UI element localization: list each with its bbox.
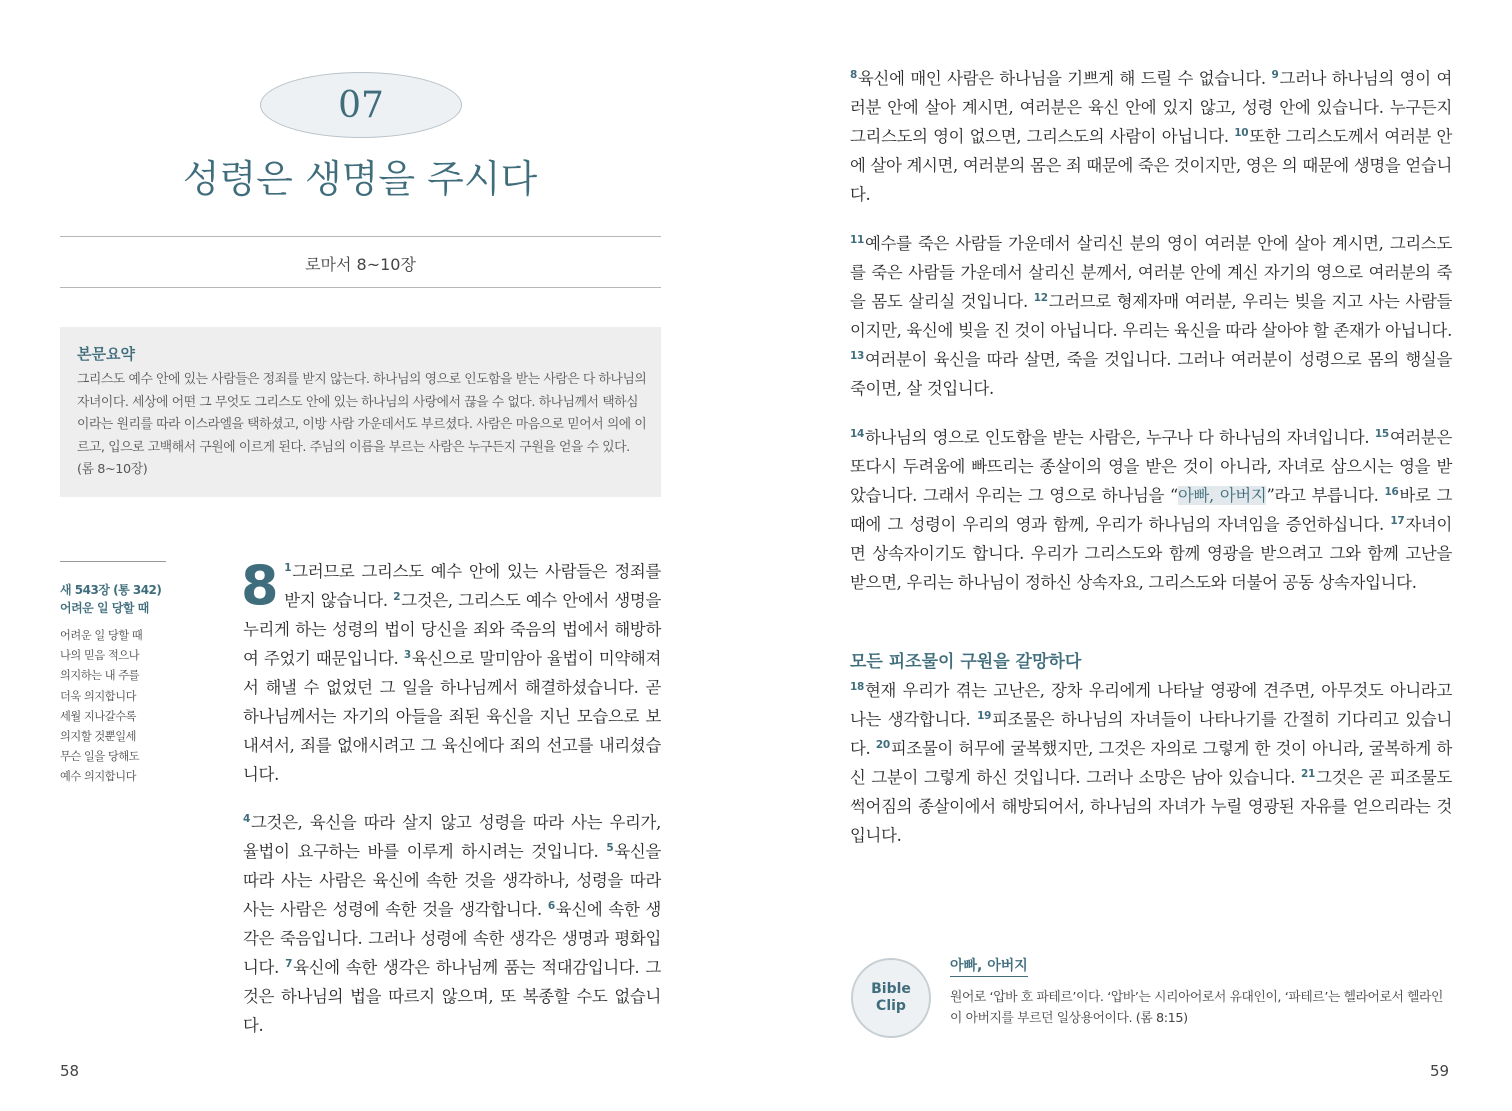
verse-number: 20 xyxy=(875,738,890,751)
hymn-number: 새 543장 (통 342) xyxy=(60,583,162,597)
verse-text: 여러분이 육신을 따라 살면, 죽을 것입니다. 그러나 여러분이 성령으로 몸의 행실을 죽이면, 살 것입니다. xyxy=(850,350,1452,398)
hymn-title: 어려운 일 당할 때 xyxy=(60,601,149,615)
verse-text: 그것은, 그리스도 예수 안에서 생명을 누리게 하는 성령의 법이 당신을 죄와 죽음의 법에서 해방하여 주었기 때문입니다. xyxy=(243,591,661,668)
verse-text: 피조물은 하나님의 자녀들이 나타나기를 간절히 기다리고 있습니다. xyxy=(850,710,1452,758)
chapter-title: 성령은 생명을 주시다 xyxy=(182,157,538,201)
scripture-paragraph xyxy=(850,229,1452,403)
verse-number: 19 xyxy=(977,709,992,722)
verse-number: 1 xyxy=(284,561,292,574)
bible-clip-badge-line: Bible xyxy=(871,981,911,997)
hymn-lyrics xyxy=(60,626,170,788)
verse-number: 8 xyxy=(850,68,858,81)
verse-number: 18 xyxy=(850,680,865,693)
chapter-number: 07 xyxy=(338,84,384,126)
verse-text: ”라고 부릅니다. xyxy=(1266,486,1385,505)
divider-top xyxy=(60,236,661,237)
hymn-heading xyxy=(60,581,170,617)
bible-clip-text: 원어로 ‘압바 호 파테르’이다. ‘압바’는 시리아어로서 유대인이, ‘파테르’는 헬라어로서 헬라인이 아버지를 부르던 일상용어이다. (롬 8:15) xyxy=(950,990,1443,1026)
bible-clip-badge-line: Clip xyxy=(876,998,906,1014)
lyric-line: 예수 의지합니다 xyxy=(60,770,137,784)
verse-number: 9 xyxy=(1271,68,1279,81)
verse-text: 하나님의 영으로 인도함을 받는 사람은, 누구나 다 하나님의 자녀입니다. xyxy=(865,428,1375,447)
chapter-drop-number: 8 xyxy=(241,554,279,617)
verse-number: 14 xyxy=(850,427,865,440)
verse-number: 7 xyxy=(285,957,293,970)
verse-number: 2 xyxy=(393,590,401,603)
verse-number: 12 xyxy=(1033,291,1048,304)
verse-number: 15 xyxy=(1374,427,1389,440)
verse-text: 또한 그리스도께서 여러분 안에 살아 계시면, 여러분의 몸은 죄 때문에 죽은 것이지만, 영은 의 때문에 생명을 얻습니다. xyxy=(850,127,1452,204)
verse-number: 17 xyxy=(1390,514,1405,527)
verse-text: 육신을 따라 사는 사람은 육신에 속한 것을 생각하나, 성령을 따라 사는 사람은 성령에 속한 것을 생각합니다. xyxy=(243,842,661,919)
divider-bottom xyxy=(60,287,661,288)
right-page xyxy=(756,0,1512,1111)
verse-text: 바로 그 때에 그 성령이 우리의 영과 함께, 우리가 하나님의 자녀임을 증언하십니다. xyxy=(850,486,1452,534)
verse-number: 4 xyxy=(243,812,251,825)
verse-text: 육신으로 말미암아 율법이 미약해져서 해낼 수 없었던 그 일을 하나님께서 해결하셨습니다. 곧 하나님께서는 자기의 아들을 죄된 육신을 지닌 모습으로 보내셔서, 죄를 없애시려고 그 육신에다 죄의 선고를 내리셨습니다. xyxy=(243,649,661,784)
summary-text: 그리스도 예수 안에 있는 사람들은 정죄를 받지 않는다. 하나님의 영으로 인도함을 받는 사람은 다 하나님의 자녀이다. 세상에 어떤 그 무엇도 그리스도 안에 있는 하나님의 사랑에서 끊을 수 없다. 하나님께서 택하심이라는 원리를 따라 이스라엘을 택하셨고, 이방 사람 가운데서도 부르셨다. 사람은 마음으로 믿어서 의에 이르고, 입으로 고백해서 구원에 이르게 된다. 주님의 이름을 부르는 사람은 누구든지 구원을 얻을 수 있다. (롬 8~10장) xyxy=(77,372,647,477)
verse-number: 11 xyxy=(850,233,865,246)
summary-box xyxy=(60,327,661,497)
scripture-paragraph xyxy=(850,423,1452,597)
scripture-paragraph xyxy=(241,554,661,789)
verse-text: 현재 우리가 겪는 고난은, 장차 우리에게 나타날 영광에 견주면, 아무것도 아니라고 나는 생각합니다. xyxy=(850,681,1452,729)
verse-number: 3 xyxy=(403,648,411,661)
summary-heading: 본문요약 xyxy=(77,345,135,363)
verse-text: 그러므로 그리스도 예수 안에 있는 사람들은 정죄를 받지 않습니다. xyxy=(284,562,661,610)
lyric-line: 나의 믿음 적으나 xyxy=(60,649,140,663)
verse-text: 피조물이 허무에 굴복했지만, 그것은 자의로 그렇게 한 것이 아니라, 굴복하게 하신 그분이 그렇게 하신 것입니다. 그러나 소망은 남아 있습니다. xyxy=(850,739,1452,787)
verse-text: 예수를 죽은 사람들 가운데서 살리신 분의 영이 여러분 안에 살아 계시면, 그리스도를 죽은 사람들 가운데서 살리신 분께서, 여러분 안에 계신 자기의 영으로 여러분의 죽을 몸도 살리실 것입니다. xyxy=(850,234,1452,311)
scripture-paragraph xyxy=(850,676,1452,850)
page-number: 59 xyxy=(1430,1062,1450,1080)
verse-number: 6 xyxy=(547,899,555,912)
lyric-line: 의지하는 내 주를 xyxy=(60,669,140,683)
bible-clip-badge xyxy=(851,958,931,1038)
bible-clip-title: 아빠, 아버지 xyxy=(950,955,1028,977)
lyric-line: 무슨 일을 당해도 xyxy=(60,750,140,764)
verse-number: 13 xyxy=(850,349,865,362)
hymn-divider xyxy=(60,561,166,562)
verse-text: 그것은, 육신을 따라 살지 않고 성령을 따라 사는 우리가, 율법이 요구하는 바를 이루게 하시려는 것입니다. xyxy=(243,813,661,861)
verse-text: 그러므로 형제자매 여러분, 우리는 빚을 지고 사는 사람들이지만, 육신에 빚을 진 것이 아닙니다. 우리는 육신을 따라 살아야 할 존재가 아닙니다. xyxy=(850,292,1453,340)
lyric-line: 세월 지나갈수록 xyxy=(60,709,137,723)
verse-text: 그러나 하나님의 영이 여러분 안에 살아 계시면, 여러분은 육신 안에 있지 않고, 성령 안에 있습니다. 누구든지 그리스도의 영이 없으면, 그리스도의 사람이 아닙니다. xyxy=(850,69,1452,146)
section-heading: 모든 피조물이 구원을 갈망하다 xyxy=(850,652,1082,672)
lyric-line: 의지할 것뿐일세 xyxy=(60,730,137,744)
verse-number: 16 xyxy=(1384,485,1399,498)
verse-number: 5 xyxy=(606,841,614,854)
scripture-range: 로마서 8~10장 xyxy=(305,255,416,274)
verse-text: 그것은 곧 피조물도 썩어짐의 종살이에서 해방되어서, 하나님의 자녀가 누릴 영광된 자유를 얻으리라는 것입니다. xyxy=(850,768,1453,845)
verse-text: 육신에 속한 생각은 하나님께 품는 적대감입니다. 그것은 하나님의 법을 따르지 않으며, 또 복종할 수도 없습니다. xyxy=(243,958,661,1035)
lyric-line: 어려운 일 당할 때 xyxy=(60,629,143,642)
verse-text: 육신에 매인 사람은 하나님을 기쁘게 해 드릴 수 없습니다. xyxy=(858,69,1272,88)
verse-text: 자녀이면 상속자이기도 합니다. 우리가 그리스도와 함께 영광을 받으려고 그와 함께 고난을 받으면, 우리는 하나님이 정하신 상속자요, 그리스도와 더불어 공동 상속자입니다. xyxy=(850,515,1452,592)
highlighted-term: 아빠, 아버지 xyxy=(1177,486,1267,505)
verse-text: 육신에 속한 생각은 죽음입니다. 그러나 성령에 속한 생각은 생명과 평화입니다. xyxy=(243,900,661,977)
verse-number: 21 xyxy=(1300,767,1315,780)
lyric-line: 더욱 의지합니다 xyxy=(60,689,137,703)
verse-text: 여러분은 또다시 두려움에 빠뜨리는 종살이의 영을 받은 것이 아니라, 자녀로 삼으시는 영을 받았습니다. 그래서 우리는 그 영으로 하나님을 “ xyxy=(850,428,1452,505)
verse-number: 10 xyxy=(1234,126,1249,139)
scripture-paragraph xyxy=(243,808,661,1040)
chapter-number-badge xyxy=(260,72,462,138)
page-number: 58 xyxy=(60,1062,80,1080)
scripture-paragraph xyxy=(850,64,1452,209)
